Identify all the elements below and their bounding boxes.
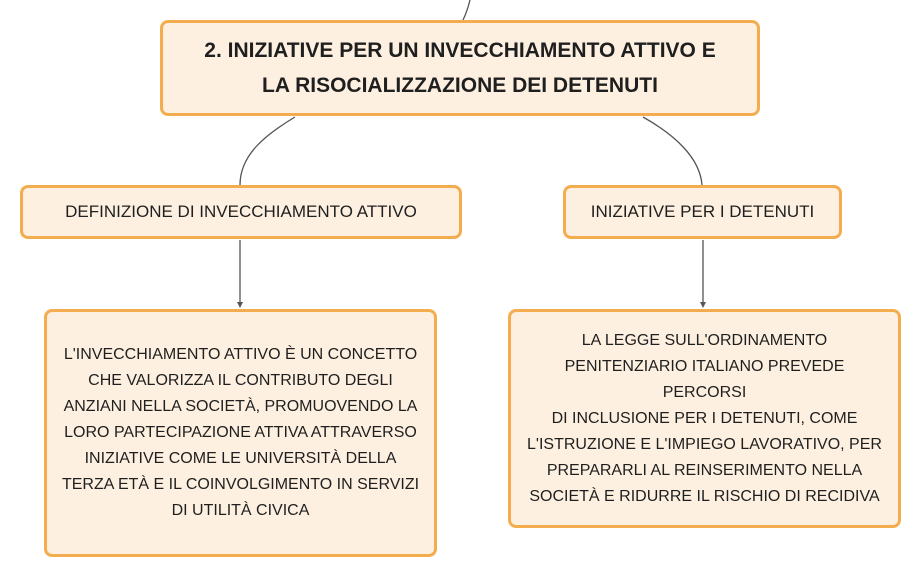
connector-from-parent	[463, 0, 470, 20]
definition-node-label: DEFINIZIONE DI INVECCHIAMENTO ATTIVO	[65, 202, 417, 221]
connector-main-to-detenuti	[643, 117, 702, 185]
detail-line: LA LEGGE SULL'ORDINAMENTO	[581, 331, 828, 349]
detail-line: LORO PARTECIPAZIONE ATTIVA ATTRAVERSO	[64, 424, 417, 441]
detail-line: ANZIANI NELLA SOCIETÀ, PROMUOVENDO LA	[63, 398, 418, 415]
detail-line: PENITENZIARIO ITALIANO PREVEDE PERCORSI	[564, 357, 845, 401]
definition-detail-node[interactable]	[44, 309, 437, 557]
detail-line: L'ISTRUZIONE E L'IMPIEGO LAVORATIVO, PER	[527, 435, 882, 453]
detail-line: L'INVECCHIAMENTO ATTIVO È UN CONCETTO	[63, 346, 418, 363]
connector-main-to-definition	[240, 117, 295, 185]
detail-line: INIZIATIVE COME LE UNIVERSITÀ DELLA	[84, 450, 397, 467]
detail-line: DI INCLUSIONE PER I DETENUTI, COME	[551, 409, 858, 427]
detenuti-node-label: INIZIATIVE PER I DETENUTI	[590, 202, 815, 221]
detail-line: DI UTILITÀ CIVICA	[171, 502, 310, 519]
main-topic-node[interactable]	[160, 20, 760, 116]
arrowhead-detenuti	[700, 302, 706, 308]
detail-line: CHE VALORIZZA IL CONTRIBUTO DEGLI	[88, 372, 393, 389]
main-topic-line-2: LA RISOCIALIZZAZIONE DEI DETENUTI	[262, 74, 658, 97]
detail-line: SOCIETÀ E RIDURRE IL RISCHIO DI RECIDIVA	[529, 487, 880, 505]
detenuti-detail-node[interactable]	[508, 309, 901, 528]
detail-line: PREPARARLI AL REINSERIMENTO NELLA	[546, 461, 863, 479]
arrowhead-definition	[237, 302, 243, 308]
detail-line: TERZA ETÀ E IL COINVOLGIMENTO IN SERVIZI	[61, 476, 420, 493]
definition-node[interactable]	[20, 185, 462, 239]
main-topic-line-1: 2. INIZIATIVE PER UN INVECCHIAMENTO ATTIVO E	[204, 39, 716, 62]
detenuti-node[interactable]	[563, 185, 842, 239]
